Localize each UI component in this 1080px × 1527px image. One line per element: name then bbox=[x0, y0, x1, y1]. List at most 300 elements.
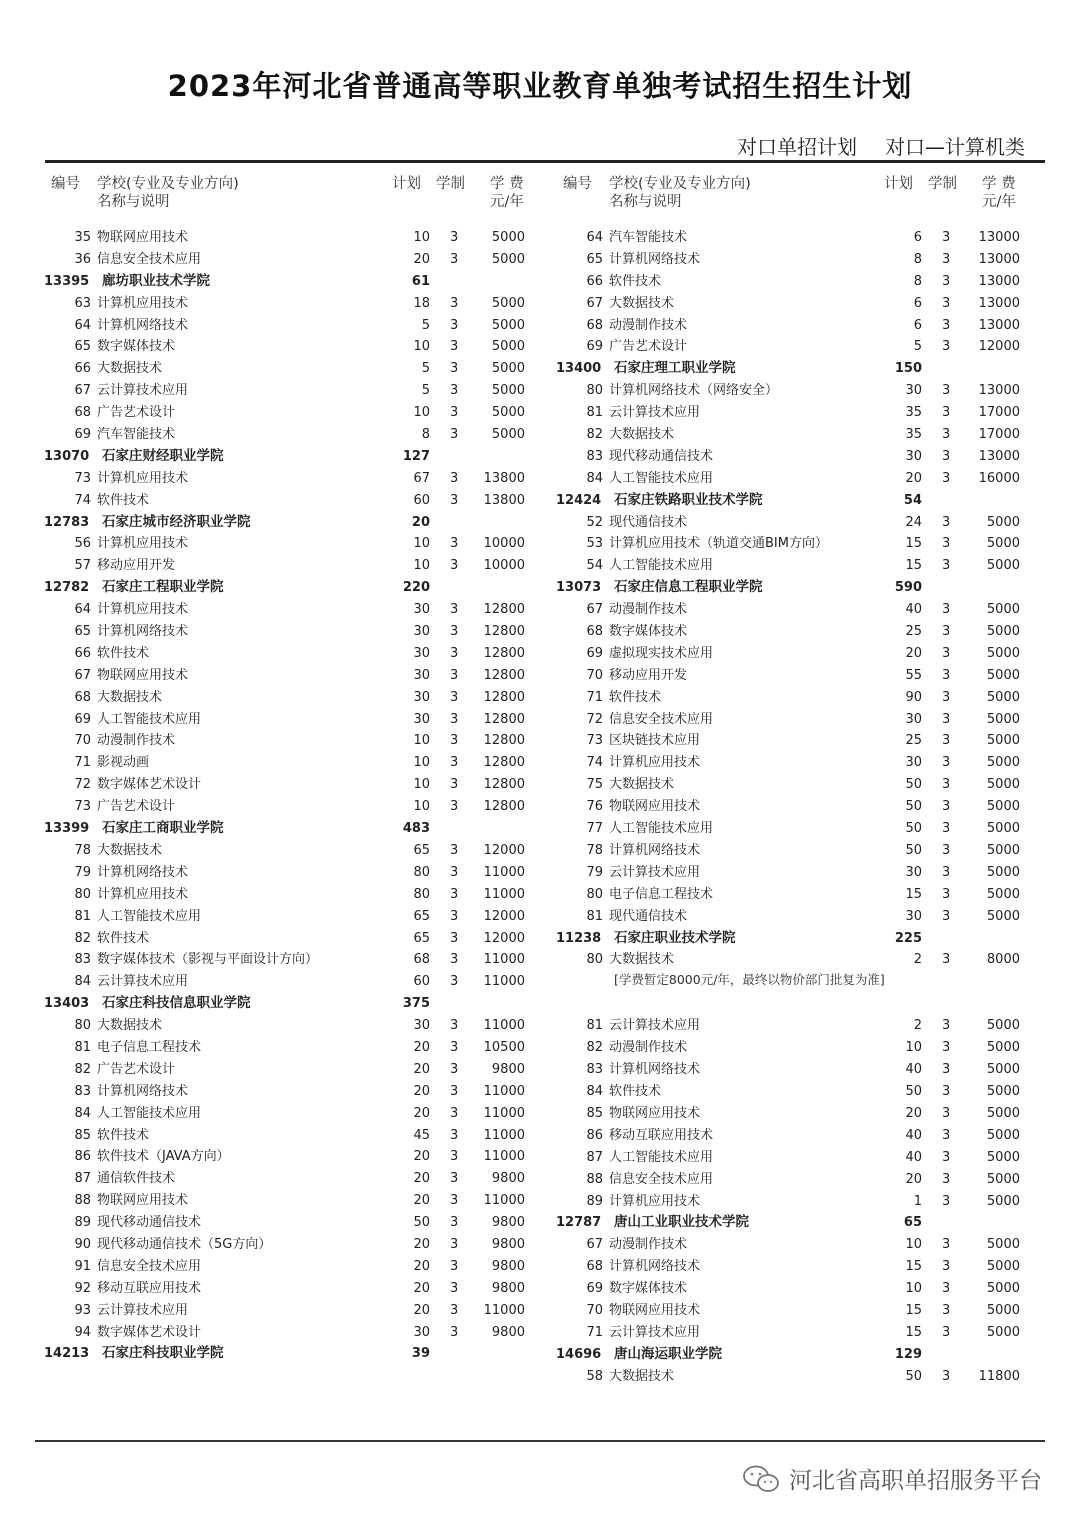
school-code: 12424 bbox=[556, 492, 602, 508]
program-name: 信息安全技术应用 bbox=[609, 711, 714, 727]
program-fee: 5000 bbox=[986, 1193, 1020, 1209]
program-name: 计算机应用技术 bbox=[97, 295, 189, 311]
program-years: 3 bbox=[450, 1193, 459, 1209]
program-number: 67 bbox=[74, 383, 91, 399]
school-name: 唐山工业职业技术学院 bbox=[614, 1214, 749, 1231]
program-row bbox=[0, 687, 525, 709]
program-name: 大数据技术 bbox=[609, 777, 675, 793]
program-plan: 20 bbox=[413, 251, 430, 267]
program-plan: 20 bbox=[905, 645, 922, 661]
program-name: 广告艺术设计 bbox=[97, 799, 176, 815]
school-row bbox=[0, 577, 520, 599]
program-name: 云计算技术应用 bbox=[97, 1302, 189, 1318]
program-name: 软件技术 bbox=[97, 1127, 150, 1143]
program-plan: 20 bbox=[413, 1258, 430, 1274]
program-plan: 30 bbox=[905, 711, 922, 727]
program-fee: 5000 bbox=[986, 864, 1020, 880]
program-row bbox=[512, 293, 1032, 315]
program-row bbox=[0, 358, 525, 380]
program-years: 3 bbox=[942, 1259, 951, 1275]
program-row bbox=[0, 599, 525, 621]
school-plan-total: 150 bbox=[894, 361, 922, 377]
program-number: 77 bbox=[586, 821, 603, 837]
program-plan: 5 bbox=[421, 361, 430, 377]
program-number: 83 bbox=[586, 1062, 603, 1078]
program-fee: 13000 bbox=[978, 251, 1020, 267]
program-years: 3 bbox=[942, 645, 951, 661]
program-number: 76 bbox=[586, 799, 603, 815]
program-years: 3 bbox=[450, 1215, 459, 1231]
program-name: 计算机应用技术 bbox=[97, 536, 189, 552]
program-name: 动漫制作技术 bbox=[609, 602, 688, 618]
program-plan: 35 bbox=[905, 405, 922, 421]
program-row bbox=[0, 1146, 525, 1168]
program-fee: 5000 bbox=[986, 1105, 1020, 1121]
program-row bbox=[512, 1147, 1032, 1169]
wechat-icon bbox=[741, 1464, 783, 1494]
program-number: 78 bbox=[74, 842, 91, 858]
program-years: 3 bbox=[450, 1171, 459, 1187]
program-number: 85 bbox=[74, 1127, 91, 1143]
program-row bbox=[512, 1059, 1032, 1081]
program-fee: 5000 bbox=[491, 405, 525, 421]
program-years: 3 bbox=[942, 470, 951, 486]
program-plan: 68 bbox=[413, 952, 430, 968]
program-fee: 12800 bbox=[483, 645, 525, 661]
program-row bbox=[0, 862, 525, 884]
program-number: 83 bbox=[74, 952, 91, 968]
program-plan: 10 bbox=[413, 405, 430, 421]
program-years: 3 bbox=[450, 1280, 459, 1296]
program-years: 3 bbox=[450, 864, 459, 880]
program-plan: 30 bbox=[413, 667, 430, 683]
program-row bbox=[0, 840, 525, 862]
program-name: 动漫制作技术 bbox=[609, 317, 688, 333]
program-fee: 5000 bbox=[986, 777, 1020, 793]
program-fee: 5000 bbox=[986, 1040, 1020, 1056]
program-fee: 9800 bbox=[491, 1215, 525, 1231]
program-number: 69 bbox=[586, 1281, 603, 1297]
program-row bbox=[0, 1190, 525, 1212]
program-row bbox=[512, 533, 1032, 555]
program-name: 现代移动通信技术（5G方向） bbox=[97, 1236, 272, 1252]
program-plan: 25 bbox=[905, 624, 922, 640]
program-row bbox=[0, 796, 525, 818]
program-fee: 12000 bbox=[483, 842, 525, 858]
program-row bbox=[0, 730, 525, 752]
program-number: 67 bbox=[74, 667, 91, 683]
program-plan: 45 bbox=[413, 1127, 430, 1143]
program-plan: 2 bbox=[913, 952, 922, 968]
program-plan: 20 bbox=[413, 1039, 430, 1055]
program-plan: 2 bbox=[913, 1018, 922, 1034]
program-number: 57 bbox=[74, 558, 91, 574]
program-name: 移动互联应用技术 bbox=[609, 1127, 714, 1143]
program-row bbox=[0, 315, 525, 337]
program-number: 80 bbox=[74, 886, 91, 902]
program-fee: 5000 bbox=[986, 536, 1020, 552]
program-years: 3 bbox=[942, 427, 951, 443]
program-plan: 40 bbox=[905, 1127, 922, 1143]
program-name: 软件技术 bbox=[97, 645, 150, 661]
program-years: 3 bbox=[450, 1083, 459, 1099]
program-years: 3 bbox=[450, 339, 459, 355]
program-name: 数字媒体技术 bbox=[97, 339, 176, 355]
program-fee: 11000 bbox=[483, 1149, 525, 1165]
program-fee: 5000 bbox=[986, 1324, 1020, 1340]
program-fee: 5000 bbox=[986, 755, 1020, 771]
program-fee: 5000 bbox=[986, 1302, 1020, 1318]
program-number: 84 bbox=[586, 470, 603, 486]
program-fee: 12800 bbox=[483, 755, 525, 771]
program-name: 计算机网络技术 bbox=[97, 864, 189, 880]
program-number: 82 bbox=[74, 1061, 91, 1077]
school-row bbox=[512, 490, 1032, 512]
program-name: 人工智能技术应用 bbox=[609, 558, 714, 574]
program-plan: 10 bbox=[905, 1040, 922, 1056]
program-name: 大数据技术 bbox=[609, 952, 675, 968]
program-row bbox=[512, 336, 1032, 358]
category: 对口—计算机类 bbox=[885, 135, 1025, 159]
program-row bbox=[512, 315, 1032, 337]
program-number: 71 bbox=[586, 689, 603, 705]
program-name: 物联网应用技术 bbox=[609, 1105, 701, 1121]
program-name: 现代通信技术 bbox=[609, 514, 688, 530]
program-row bbox=[512, 555, 1032, 577]
program-years: 3 bbox=[942, 514, 951, 530]
top-rule bbox=[45, 160, 1045, 163]
program-name: 软件技术 bbox=[609, 273, 662, 289]
program-row bbox=[0, 1300, 525, 1322]
program-years: 3 bbox=[942, 1237, 951, 1253]
program-years: 3 bbox=[450, 383, 459, 399]
program-name: 数字媒体艺术设计 bbox=[97, 777, 202, 793]
program-name: 汽车智能技术 bbox=[97, 427, 176, 443]
program-name: 大数据技术 bbox=[97, 361, 163, 377]
program-name: 人工智能技术应用 bbox=[609, 1149, 714, 1165]
program-name: 电子信息工程技术 bbox=[97, 1039, 202, 1055]
program-row bbox=[512, 884, 1032, 906]
program-row bbox=[512, 599, 1032, 621]
school-code: 13395 bbox=[44, 273, 90, 289]
program-plan: 30 bbox=[413, 624, 430, 640]
program-years: 3 bbox=[942, 711, 951, 727]
program-name: 移动应用开发 bbox=[609, 667, 688, 683]
program-plan: 18 bbox=[413, 295, 430, 311]
program-plan: 60 bbox=[413, 492, 430, 508]
program-plan: 55 bbox=[905, 667, 922, 683]
program-plan: 20 bbox=[413, 1149, 430, 1165]
program-plan: 65 bbox=[413, 930, 430, 946]
program-number: 81 bbox=[74, 908, 91, 924]
header-fee-unit: 元/年 bbox=[490, 194, 524, 210]
program-plan: 20 bbox=[413, 1280, 430, 1296]
program-plan: 60 bbox=[413, 974, 430, 990]
program-number: 73 bbox=[74, 799, 91, 815]
school-name: 石家庄理工职业学院 bbox=[614, 360, 736, 377]
program-plan: 5 bbox=[421, 317, 430, 333]
program-number: 69 bbox=[74, 427, 91, 443]
program-number: 65 bbox=[74, 339, 91, 355]
program-years: 3 bbox=[450, 251, 459, 267]
program-number: 72 bbox=[74, 777, 91, 793]
program-years: 3 bbox=[942, 799, 951, 815]
header-school: 学校(专业及专业方向) bbox=[97, 176, 239, 192]
program-fee: 16000 bbox=[978, 470, 1020, 486]
program-row bbox=[512, 1081, 1032, 1103]
program-row bbox=[0, 1125, 525, 1147]
program-plan: 30 bbox=[905, 908, 922, 924]
program-fee: 10500 bbox=[483, 1039, 525, 1055]
header-school-sub: 名称与说明 bbox=[97, 194, 170, 210]
program-years: 3 bbox=[450, 1061, 459, 1077]
program-number: 67 bbox=[586, 602, 603, 618]
program-row bbox=[0, 468, 525, 490]
school-name: 石家庄城市经济职业学院 bbox=[102, 513, 251, 530]
program-fee: 5000 bbox=[986, 689, 1020, 705]
program-fee: 9800 bbox=[491, 1061, 525, 1077]
program-fee: 11000 bbox=[483, 1127, 525, 1143]
program-name: 计算机网络技术 bbox=[609, 251, 701, 267]
program-fee: 5000 bbox=[986, 799, 1020, 815]
program-row bbox=[512, 687, 1032, 709]
program-plan: 50 bbox=[905, 821, 922, 837]
program-number: 58 bbox=[586, 1368, 603, 1384]
program-years: 3 bbox=[450, 427, 459, 443]
program-fee: 5000 bbox=[986, 842, 1020, 858]
program-years: 3 bbox=[450, 1105, 459, 1121]
program-number: 70 bbox=[586, 667, 603, 683]
program-row bbox=[0, 1015, 525, 1037]
program-number: 81 bbox=[586, 405, 603, 421]
program-row bbox=[0, 380, 525, 402]
program-number: 80 bbox=[586, 952, 603, 968]
program-number: 66 bbox=[74, 645, 91, 661]
program-number: 86 bbox=[74, 1149, 91, 1165]
program-name: 计算机应用技术 bbox=[609, 1193, 701, 1209]
program-row bbox=[0, 1234, 525, 1256]
school-code: 13070 bbox=[44, 448, 90, 464]
program-row bbox=[0, 774, 525, 796]
bottom-rule bbox=[35, 1440, 1045, 1442]
program-years: 3 bbox=[942, 1062, 951, 1078]
school-code: 13073 bbox=[556, 580, 602, 596]
program-fee: 5000 bbox=[491, 251, 525, 267]
school-row bbox=[0, 818, 520, 840]
program-row bbox=[512, 424, 1032, 446]
program-fee: 5000 bbox=[986, 733, 1020, 749]
program-years: 3 bbox=[450, 1302, 459, 1318]
program-fee: 13800 bbox=[483, 470, 525, 486]
program-name: 电子信息工程技术 bbox=[609, 886, 714, 902]
program-name: 数字媒体技术 bbox=[609, 1281, 688, 1297]
program-years: 3 bbox=[450, 470, 459, 486]
program-years: 3 bbox=[450, 230, 459, 245]
program-name: 人工智能技术应用 bbox=[97, 1105, 202, 1121]
program-years: 3 bbox=[942, 383, 951, 399]
watermark-text: 河北省高职单招服务平台 bbox=[789, 1468, 1042, 1494]
program-row bbox=[512, 1366, 1032, 1388]
school-name: 石家庄工程职业学院 bbox=[102, 579, 224, 596]
program-plan: 20 bbox=[413, 1193, 430, 1209]
program-plan: 30 bbox=[413, 711, 430, 727]
program-fee: 11000 bbox=[483, 974, 525, 990]
program-name: 广告艺术设计 bbox=[609, 339, 688, 355]
program-number: 35 bbox=[74, 230, 91, 245]
program-fee: 13000 bbox=[978, 295, 1020, 311]
program-fee: 5000 bbox=[986, 1259, 1020, 1275]
program-fee: 5000 bbox=[986, 1281, 1020, 1297]
school-plan-total: 39 bbox=[411, 1346, 430, 1362]
program-years: 3 bbox=[450, 930, 459, 946]
program-plan: 20 bbox=[905, 470, 922, 486]
program-row bbox=[512, 818, 1032, 840]
program-plan: 15 bbox=[905, 1302, 922, 1318]
program-plan: 40 bbox=[905, 1062, 922, 1078]
school-name: 石家庄信息工程职业学院 bbox=[614, 579, 763, 596]
program-years: 3 bbox=[942, 1105, 951, 1121]
program-years: 3 bbox=[942, 1084, 951, 1100]
program-row bbox=[512, 906, 1032, 928]
school-name: 唐山海运职业学院 bbox=[614, 1345, 722, 1362]
program-fee: 11000 bbox=[483, 1302, 525, 1318]
program-fee: 5000 bbox=[491, 230, 525, 245]
program-row bbox=[0, 1256, 525, 1278]
program-fee: 12000 bbox=[978, 339, 1020, 355]
program-fee: 12800 bbox=[483, 624, 525, 640]
program-years: 3 bbox=[942, 667, 951, 683]
program-fee: 9800 bbox=[491, 1171, 525, 1187]
program-number: 79 bbox=[586, 864, 603, 880]
program-plan: 1 bbox=[913, 1193, 922, 1209]
header-plan: 计划 bbox=[884, 176, 913, 192]
school-row bbox=[0, 271, 520, 293]
program-name: 信息安全技术应用 bbox=[97, 251, 202, 267]
program-plan: 10 bbox=[413, 755, 430, 771]
program-fee: 12800 bbox=[483, 711, 525, 727]
program-plan: 50 bbox=[905, 842, 922, 858]
program-fee: 13800 bbox=[483, 492, 525, 508]
program-years: 3 bbox=[942, 755, 951, 771]
header-code: 编号 bbox=[51, 176, 80, 192]
program-number: 82 bbox=[586, 427, 603, 443]
program-fee: 13000 bbox=[978, 448, 1020, 464]
program-fee: 8000 bbox=[986, 952, 1020, 968]
program-row bbox=[0, 709, 525, 731]
program-plan: 8 bbox=[421, 427, 430, 443]
program-years: 3 bbox=[450, 842, 459, 858]
program-plan: 6 bbox=[913, 295, 922, 311]
program-fee: 13000 bbox=[978, 273, 1020, 289]
header-code: 编号 bbox=[563, 176, 592, 192]
program-row bbox=[0, 928, 525, 950]
header-years: 学制 bbox=[928, 176, 957, 192]
program-plan: 50 bbox=[905, 1084, 922, 1100]
program-name: 计算机网络技术 bbox=[609, 842, 701, 858]
program-number: 36 bbox=[74, 251, 91, 267]
program-fee: 5000 bbox=[986, 624, 1020, 640]
program-years: 3 bbox=[942, 295, 951, 311]
program-fee: 5000 bbox=[491, 317, 525, 333]
program-years: 3 bbox=[450, 405, 459, 421]
program-fee: 5000 bbox=[986, 908, 1020, 924]
program-number: 69 bbox=[586, 645, 603, 661]
program-number: 54 bbox=[586, 558, 603, 574]
program-row bbox=[0, 490, 525, 512]
program-name: 软件技术 bbox=[97, 492, 150, 508]
program-number: 68 bbox=[74, 405, 91, 421]
program-years: 3 bbox=[942, 251, 951, 267]
program-number: 71 bbox=[586, 1324, 603, 1340]
program-plan: 50 bbox=[413, 1215, 430, 1231]
program-years: 3 bbox=[942, 1193, 951, 1209]
program-plan: 10 bbox=[413, 536, 430, 552]
header-fee: 学 费 bbox=[490, 176, 524, 192]
header-school-sub: 名称与说明 bbox=[609, 194, 682, 210]
program-name: 区块链技术应用 bbox=[609, 733, 701, 749]
program-fee: 5000 bbox=[986, 667, 1020, 683]
program-name: 信息安全技术应用 bbox=[97, 1258, 202, 1274]
program-name: 云计算技术应用 bbox=[609, 864, 701, 880]
program-row bbox=[0, 884, 525, 906]
program-fee: 12800 bbox=[483, 777, 525, 793]
program-number: 80 bbox=[74, 1018, 91, 1034]
program-number: 78 bbox=[586, 842, 603, 858]
program-years: 3 bbox=[450, 492, 459, 508]
program-number: 73 bbox=[74, 470, 91, 486]
program-name: 大数据技术 bbox=[609, 1368, 675, 1384]
program-name: 云计算技术应用 bbox=[609, 1324, 701, 1340]
program-plan: 80 bbox=[413, 886, 430, 902]
school-row bbox=[512, 1344, 1032, 1366]
program-name: 大数据技术 bbox=[97, 842, 163, 858]
program-years: 3 bbox=[450, 711, 459, 727]
program-number: 92 bbox=[74, 1280, 91, 1296]
program-number: 82 bbox=[74, 930, 91, 946]
program-years: 3 bbox=[450, 755, 459, 771]
program-years: 3 bbox=[450, 952, 459, 968]
header-plan: 计划 bbox=[392, 176, 421, 192]
program-number: 65 bbox=[74, 624, 91, 640]
program-row bbox=[0, 643, 525, 665]
program-name: 现代移动通信技术 bbox=[609, 448, 714, 464]
program-years: 3 bbox=[942, 689, 951, 705]
program-years: 3 bbox=[450, 777, 459, 793]
program-row bbox=[512, 271, 1032, 293]
program-row bbox=[512, 512, 1032, 534]
program-number: 88 bbox=[74, 1193, 91, 1209]
school-plan-total: 483 bbox=[402, 821, 430, 837]
program-name: 虚拟现实技术应用 bbox=[609, 645, 714, 661]
program-years: 3 bbox=[942, 886, 951, 902]
program-plan: 50 bbox=[905, 1368, 922, 1384]
program-name: 人工智能技术应用 bbox=[97, 908, 202, 924]
program-plan: 6 bbox=[913, 230, 922, 245]
program-name: 移动互联应用技术 bbox=[97, 1280, 202, 1296]
program-name: 通信软件技术 bbox=[97, 1171, 176, 1187]
program-plan: 8 bbox=[913, 251, 922, 267]
program-name: 计算机网络技术 bbox=[97, 1083, 189, 1099]
program-plan: 40 bbox=[905, 602, 922, 618]
program-name: 云计算技术应用 bbox=[609, 1018, 701, 1034]
program-row bbox=[512, 1103, 1032, 1125]
school-name: 石家庄科技职业学院 bbox=[102, 1345, 224, 1362]
school-plan-total: 590 bbox=[894, 580, 922, 596]
program-years: 3 bbox=[450, 908, 459, 924]
program-row bbox=[0, 1168, 525, 1190]
program-row bbox=[0, 336, 525, 358]
school-name: 石家庄职业技术学院 bbox=[614, 929, 736, 946]
